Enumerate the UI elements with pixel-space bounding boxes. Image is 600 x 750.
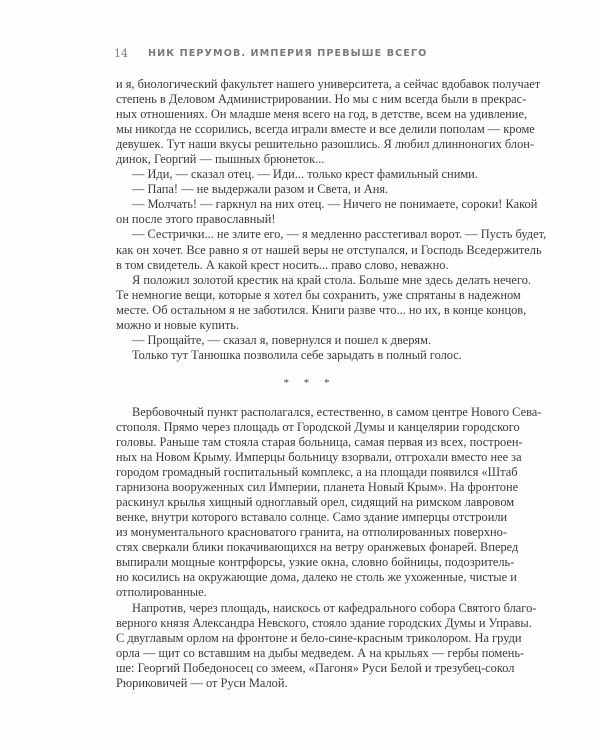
text-line: выпирали мощные контрфорсы, узкие окна, словно бойницы, подозритель- <box>116 555 515 570</box>
text-line: гарнизона вооруженных сил Империи, планета Новый Крым». На фронтоне <box>116 480 519 495</box>
text-line: головы. Раньше там стояла старая больница, самая первая из всех, построен- <box>116 434 523 449</box>
section-1 <box>116 77 547 363</box>
running-header <box>114 45 427 61</box>
text-line: Вербовочный пункт располагался, естественно, в самом центре Нового Сева- <box>132 404 542 419</box>
text-line: ше: Георгий Победоносец со змеем, «Пагоня» Руси Белой и трезубец-сокол <box>116 660 515 675</box>
text-line: венке, внутри которого вставало солнце. Само здание имперцы отстроили <box>116 510 508 525</box>
text-line: С двуглавым орлом на фронтоне и бело-сине-красным триколором. На груди <box>116 630 522 645</box>
text-line: стях сверкали блики покачивающихся на ветру оранжевых фонарей. Вперед <box>116 540 519 555</box>
text-line: месте. Об остальном я не заботился. Книги разве что... но их, в конце концов, <box>116 302 527 317</box>
text-line: в том свидетель. А какой крест носить... право слово, неважно. <box>116 257 449 272</box>
text-line: орла — щит со вставшим на дыбы медведем. А на крыльях — гербы помень- <box>116 645 525 660</box>
text-line: можно и новые купить. <box>116 317 240 332</box>
text-line: раскинул крылья хищный одноглавый орел, сидящий на римском лавровом <box>116 495 515 510</box>
text-line: он после этого православный! <box>116 212 276 227</box>
text-line: — Папа! — не выдержали разом и Света, и Аня. <box>132 182 389 197</box>
text-line: девушек. Тут наши вкусы решительно разошлись. Я любил длинноногих блон- <box>116 137 535 152</box>
text-line: — Иди, — сказал отец. — Иди... только крест фамильный сними. <box>132 167 478 182</box>
text-line: из монументального красноватого гранита, на отполированных поверхно- <box>116 525 507 540</box>
section-separator: * * * <box>283 377 336 390</box>
text-line: как он хочет. Все равно я от нашей веры не отступался, и Господь Вседержитель <box>116 242 542 257</box>
running-title: НИК ПЕРУМОВ. ИМПЕРИЯ ПРЕВЫШЕ ВСЕГО <box>148 47 428 59</box>
text-line: стополя. Прямо через площадь от Городской Думы и канцелярии городского <box>116 419 520 434</box>
text-line: ных отношениях. Он младше меня всего на год, в детстве, всем на удивление, <box>116 107 528 122</box>
text-line: динок, Георгий — пышных брюнеток... <box>116 152 325 167</box>
text-line: но косились на окружающие дома, далеко не столь же ухоженные, чистые и <box>116 570 517 585</box>
text-line: степень в Деловом Администрировании. Но мы с ним всегда были в прекрас- <box>116 92 527 107</box>
text-line: мы никогда не ссорились, всегда играли вместе и все делили пополам — кроме <box>116 122 535 137</box>
text-line: отполированные. <box>116 585 207 600</box>
text-line: — Прощайте, — сказал я, повернулся и пошел к дверям. <box>132 332 432 347</box>
text-line: Те немногие вещи, которые я хотел бы сохранить, уже спрятаны в надежном <box>116 287 521 302</box>
section-2 <box>116 404 542 691</box>
text-line: — Молчать! — гаркнул на них отец. — Ничего не понимаете, сороки! Какой <box>132 197 538 212</box>
text-line: Только тут Танюшка позволила себе зарыдать в полный голос. <box>132 347 462 362</box>
text-line: Напротив, через площадь, наискось от кафедрального собора Святого благо- <box>132 600 537 615</box>
text-line: и я, биологический факультет нашего университета, а сейчас вдобавок получает <box>116 77 541 91</box>
body-text <box>116 77 547 691</box>
page-number: 14 <box>114 46 128 60</box>
text-line: Рюриковичей — от Руси Малой. <box>116 675 288 690</box>
text-line: ных на Новом Крыму. Имперцы больницу взорвали, отгрохали вместо нее за <box>116 450 522 465</box>
text-line: городом громадный госпитальный комплекс, а на площади появился «Штаб <box>116 465 518 480</box>
text-line: Я положил золотой крестик на край стола. Больше мне здесь делать нечего. <box>132 272 531 287</box>
text-line: верного князя Александра Невского, стояло здание городских Думы и Управы. <box>116 615 532 630</box>
text-line: — Сестрички... не злите его, — я медленно расстегивал ворот. — Пусть будет, <box>132 227 547 242</box>
